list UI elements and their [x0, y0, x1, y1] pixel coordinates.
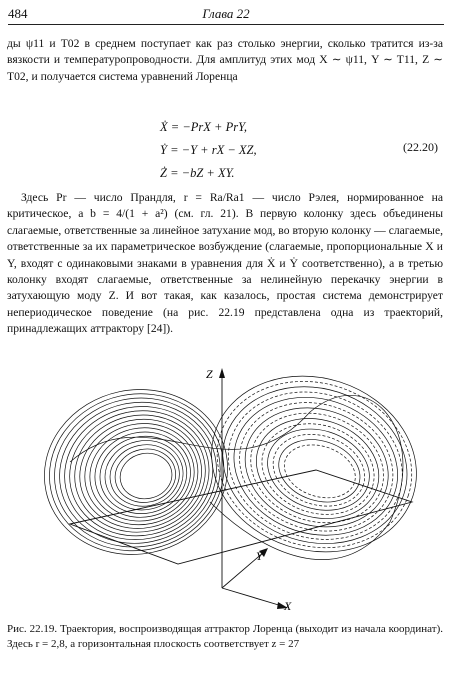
equation-x: Ẋ = −PrX + PrY, — [160, 120, 248, 134]
equation-y: Ẏ = −Y + rX − XZ, — [160, 143, 257, 157]
lorenz-attractor-figure — [10, 352, 444, 620]
left-wing-loop — [58, 398, 221, 549]
x-axis — [222, 588, 282, 606]
right-wing-loop — [257, 416, 380, 523]
y-axis-label: Y — [256, 549, 263, 563]
right-wing-loop — [209, 370, 422, 562]
right-wing-loop — [216, 377, 416, 556]
figure-caption: Рис. 22.19. Траектория, воспроизводящая аттрактор Лоренца (выходит из начала координат). Здесь r = 2,8, а горизонтальная плоскость соответствует z = 27 — [7, 623, 443, 651]
equation-z: Ż = −bZ + XY. — [160, 166, 235, 180]
paragraph-intro: ды ψ11 и T02 в среднем поступает как раз столько энергии, сколько тратится из-за вязкости и температуропроводности. Для амплитуд этих мод X ∼ ψ11, Y ∼ T11, Z ∼ T02, и получается система уравнений Лоренца — [7, 37, 443, 83]
page-number: 484 — [8, 6, 28, 21]
trajectory-loops — [29, 352, 440, 578]
equation-number: (22.20) — [403, 140, 438, 154]
left-wing-loop — [87, 423, 199, 526]
chapter-title: Глава 22 — [202, 6, 250, 21]
left-wing-loop — [35, 378, 239, 567]
paragraph-explanation: Здесь Pr — число Прандля, r = Ra/Ra1 — число Рэлея, нормированное на критическое, а b = 4/(1 + a²) (см. гл. 21). В первую колонку здесь объединены слагаемые, ответственные за линейное затухание мод, во вторую колонку — слагаемые, ответственные за их параметрическое возбуждение (слагаемые, пропорциональные X и Y, входят с одинаковыми знаками в уравнения для Ẋ и Ẏ соответственно), а в третью колонку входят слагаемые, ответственные за нелинейную перекачку энергии в затухающую моду Z. И вот такая, как казалось, простая система демонстрирует непериодическое поведение (на рис. 22.19 представлена одна из траекторий, принадлежащих аттрактору [24]). — [7, 191, 443, 336]
header-rule — [8, 24, 444, 25]
z-axis-arrow — [219, 368, 225, 378]
right-wing-loop — [195, 357, 433, 573]
lorenz-equations — [160, 116, 370, 185]
x-axis-label: X — [284, 599, 292, 613]
running-header — [8, 6, 444, 28]
right-wing-loop — [202, 363, 427, 567]
z-axis-label: Z — [206, 367, 213, 381]
right-wing-loop — [243, 403, 392, 534]
